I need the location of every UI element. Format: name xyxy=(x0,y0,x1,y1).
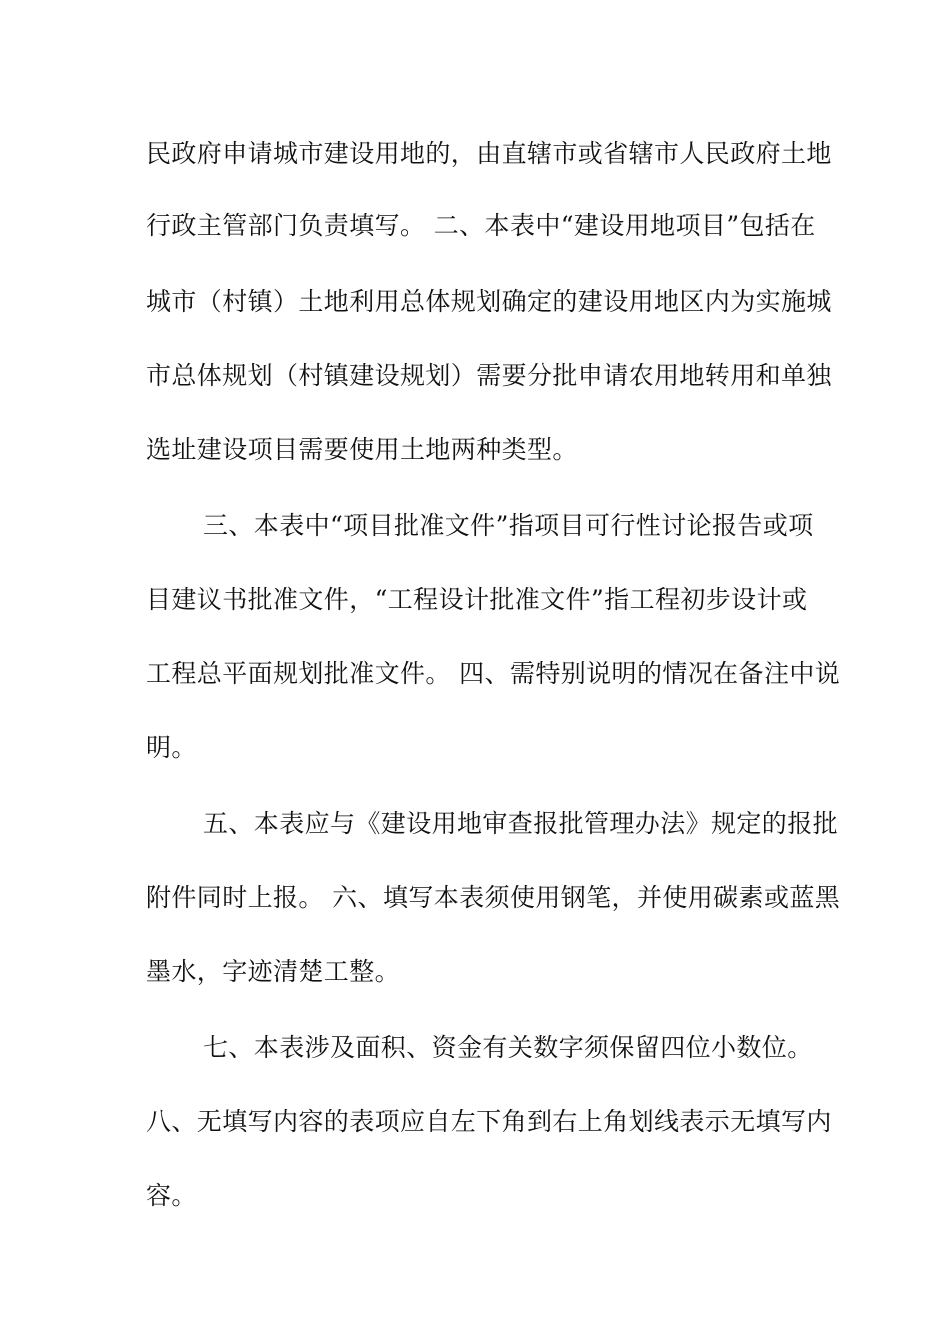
text-line-3: 城市（村镇）土地利用总体规划确定的建设用地区内为实施城 xyxy=(146,287,832,316)
text-line-14: 八、无填写内容的表项应自左下角到右上角划线表示无填写内 xyxy=(146,1107,832,1136)
text-line-5: 选址建设项目需要使用土地两种类型。 xyxy=(146,435,578,464)
text-line-7: 目建议书批准文件，“工程设计批准文件”指工程初步设计或 xyxy=(146,585,808,614)
text-line-15: 容。 xyxy=(146,1181,197,1210)
text-line-10: 五、本表应与《建设用地审查报批管理办法》规定的报批 xyxy=(203,809,839,838)
text-line-1: 民政府申请城市建设用地的，由直辖市或省辖市人民政府土地 xyxy=(146,139,832,168)
text-line-9: 明。 xyxy=(146,733,197,762)
text-line-12: 墨水，字迹清楚工整。 xyxy=(146,957,401,986)
text-line-11: 附件同时上报。 六、填写本表须使用钢笔，并使用碳素或蓝黑 xyxy=(146,883,841,912)
text-line-2: 行政主管部门负责填写。 二、本表中“建设用地项目”包括在 xyxy=(146,211,816,240)
text-line-13: 七、本表涉及面积、资金有关数字须保留四位小数位。 xyxy=(203,1033,813,1062)
text-line-6: 三、本表中“项目批准文件”指项目可行性讨论报告或项 xyxy=(203,511,814,540)
text-line-8: 工程总平面规划批准文件。 四、需特别说明的情况在备注中说 xyxy=(146,659,841,688)
text-line-4: 市总体规划（村镇建设规划）需要分批申请农用地转用和单独 xyxy=(146,361,832,390)
